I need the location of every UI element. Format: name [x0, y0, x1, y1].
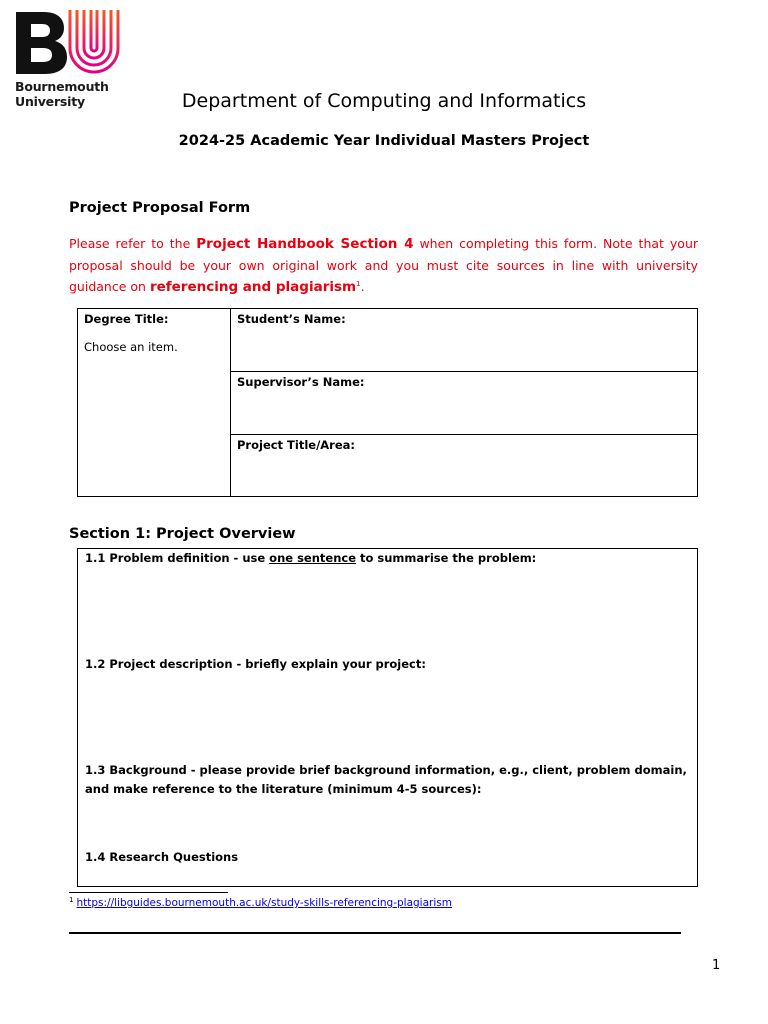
handbook-reference: Project Handbook Section 4: [196, 236, 414, 252]
q1-pre: 1.1 Problem definition - use: [85, 551, 270, 565]
student-name-label: Student’s Name:: [237, 312, 346, 326]
logo-line-2: University: [15, 94, 85, 109]
q1-post: to summarise the problem:: [356, 551, 537, 565]
project-overview-box[interactable]: [77, 548, 698, 887]
footnote: [69, 897, 452, 909]
bu-logo-mark: [14, 8, 120, 78]
academic-year-title: 2024-25 Academic Year Individual Masters Project: [178, 133, 590, 149]
logo-line-1: Bournemouth: [15, 79, 109, 94]
problem-definition-prompt: [85, 549, 691, 568]
section-1-heading: Section 1: Project Overview: [69, 526, 296, 542]
page-number: 1: [712, 958, 721, 973]
project-title-cell[interactable]: [231, 435, 698, 497]
notice-end: .: [360, 279, 365, 294]
background-prompt: 1.3 Background - please provide brief background information, e.g., client, problem domain, and make reference to the literature (minimum 4-5 sources):: [85, 763, 687, 796]
bottom-rule: [69, 932, 681, 934]
footnote-marker[interactable]: 1: [356, 279, 361, 288]
footnote-link[interactable]: https://libguides.bournemouth.ac.uk/study-skills-referencing-plagiarism: [76, 897, 452, 909]
notice-part-1: Please refer to the: [69, 236, 197, 251]
project-description-prompt: 1.2 Project description - briefly explain your project:: [85, 657, 426, 671]
footnote-number: 1: [69, 895, 74, 904]
degree-title-dropdown[interactable]: Choose an item.: [84, 340, 178, 354]
student-name-cell[interactable]: [231, 309, 698, 372]
research-questions-prompt: 1.4 Research Questions: [85, 850, 239, 864]
supervisor-name-cell[interactable]: [231, 372, 698, 435]
supervisor-name-label: Supervisor’s Name:: [237, 375, 365, 389]
referencing-reference: referencing and plagiarism: [149, 279, 357, 295]
footnote-separator: [69, 892, 228, 893]
q1-underlined: one sentence: [269, 551, 356, 565]
notice-part-2: when completing this form. Note that your proposal should be your own original work and you must cite sources in line with university guidance on: [69, 236, 699, 294]
degree-title-label: Degree Title:: [84, 312, 169, 326]
student-info-table: [77, 308, 698, 497]
project-title-label: Project Title/Area:: [237, 438, 356, 452]
form-title: Project Proposal Form: [69, 200, 251, 216]
department-title: Department of Computing and Informatics: [181, 90, 587, 112]
degree-title-cell[interactable]: [78, 309, 231, 497]
form-notice: [69, 233, 698, 298]
